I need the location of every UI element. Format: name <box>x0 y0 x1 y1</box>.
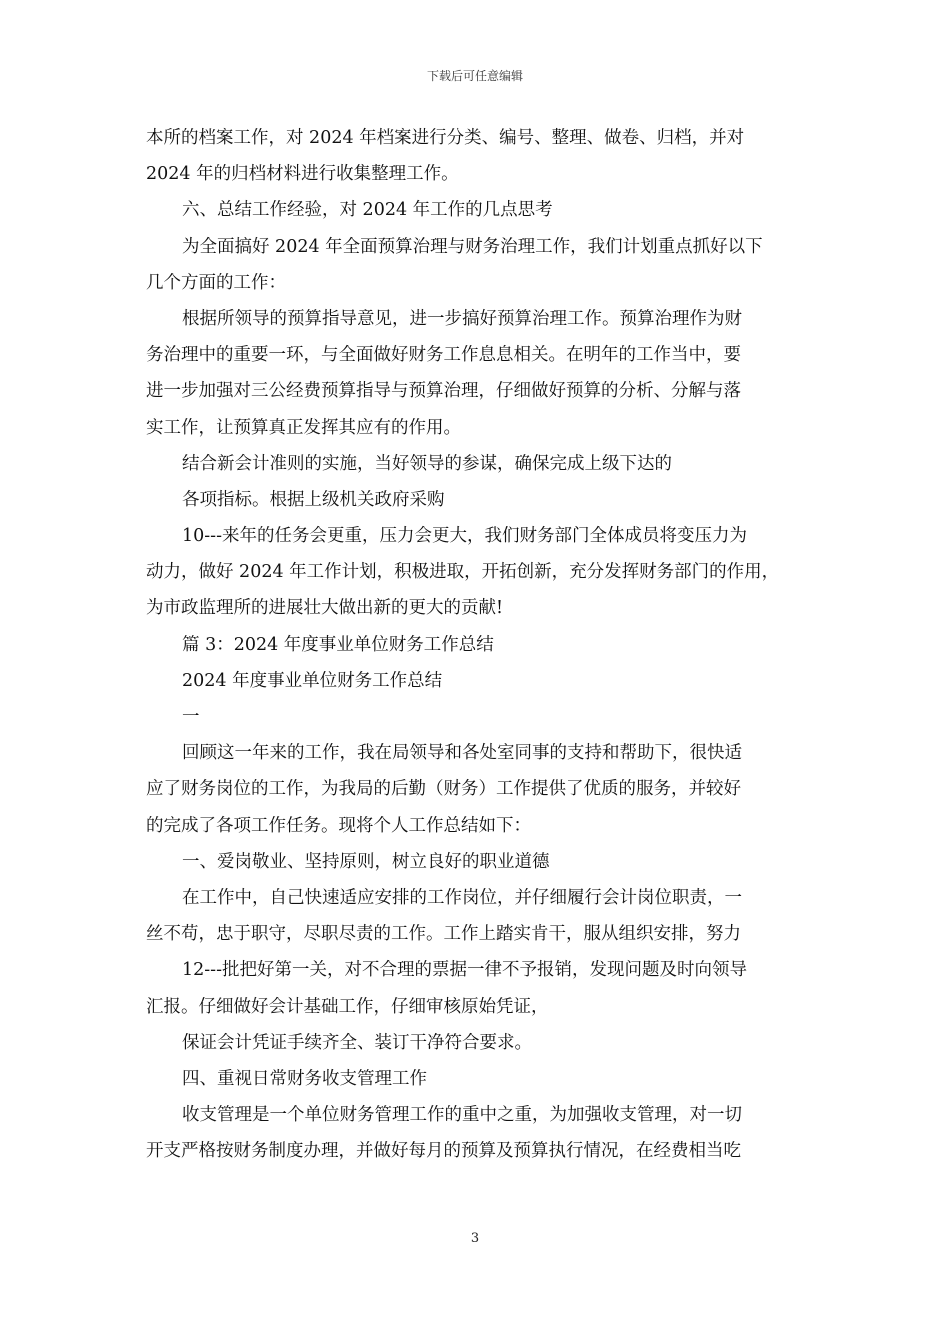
body-line: 本所的档案工作，对 2024 年档案进行分类、编号、整理、做卷、归档，并对 <box>146 128 745 148</box>
document-body <box>146 120 826 1169</box>
body-line: 为全面搞好 2024 年全面预算治理与财务治理工作，我们计划重点抓好以下 <box>182 236 763 257</box>
body-line: 根据所领导的预算指导意见，进一步搞好预算治理工作。预算治理作为财 <box>182 308 742 329</box>
body-line: 进一步加强对三公经费预算指导与预算治理，仔细做好预算的分析、分解与落 <box>146 381 741 402</box>
body-line: 12---批把好第一关，对不合理的票据一律不予报销，发现问题及时向领导 <box>182 960 748 981</box>
body-line: 结合新会计准则的实施，当好领导的参谋，确保完成上级下达的 <box>182 453 672 474</box>
body-line: 10---来年的任务会更重，压力会更大，我们财务部门全体成员将变压力为 <box>182 526 748 547</box>
body-line: 开支严格按财务制度办理，并做好每月的预算及预算执行情况，在经费相当吃 <box>146 1141 741 1162</box>
body-line: 汇报。仔细做好会计基础工作，仔细审核原始凭证， <box>146 996 549 1017</box>
body-line: 四、重视日常财务收支管理工作 <box>182 1068 427 1089</box>
body-line: 几个方面的工作： <box>146 272 286 293</box>
body-line: 为市政监理所的进展壮大做出新的更大的贡献! <box>146 598 504 619</box>
body-line: 丝不苟，忠于职守，尽职尽责的工作。工作上踏实肯干，服从组织安排，努力 <box>146 924 741 945</box>
body-line: 实工作，让预算真正发挥其应有的作用。 <box>146 417 461 438</box>
body-line: 务治理中的重要一环，与全面做好财务工作息息相关。在明年的工作当中，要 <box>146 345 741 366</box>
body-line: 六、总结工作经验，对 2024 年工作的几点思考 <box>182 200 553 221</box>
body-line: 的完成了各项工作任务。现将个人工作总结如下： <box>146 815 531 836</box>
body-line: 应了财务岗位的工作，为我局的后勤（财务）工作提供了优质的服务，并较好 <box>146 779 741 800</box>
body-line: 篇 3：2024 年度事业单位财务工作总结 <box>182 634 494 655</box>
body-line: 各项指标。根据上级机关政府采购 <box>182 489 445 510</box>
body-line: 一、爱岗敬业、坚持原则，树立良好的职业道德 <box>182 851 550 872</box>
body-line: 收支管理是一个单位财务管理工作的重中之重，为加强收支管理，对一切 <box>182 1105 742 1126</box>
body-line: 2024 年度事业单位财务工作总结 <box>182 670 443 691</box>
body-line: 在工作中，自己快速适应安排的工作岗位，并仔细履行会计岗位职责，一 <box>182 887 742 908</box>
page-number: 3 <box>470 1231 480 1246</box>
body-line: 回顾这一年来的工作，我在局领导和各处室同事的支持和帮助下，很快适 <box>182 743 742 764</box>
body-line: 动力，做好 2024 年工作计划，积极进取，开拓创新，充分发挥财务部门的作用， <box>146 562 780 583</box>
body-line: 2024 年的归档材料进行收集整理工作。 <box>146 164 459 185</box>
body-line: 保证会计凭证手续齐全、装订干净符合要求。 <box>182 1032 532 1053</box>
page-header: 下载后可任意编辑 <box>426 69 523 83</box>
body-line: 一 <box>182 707 200 727</box>
